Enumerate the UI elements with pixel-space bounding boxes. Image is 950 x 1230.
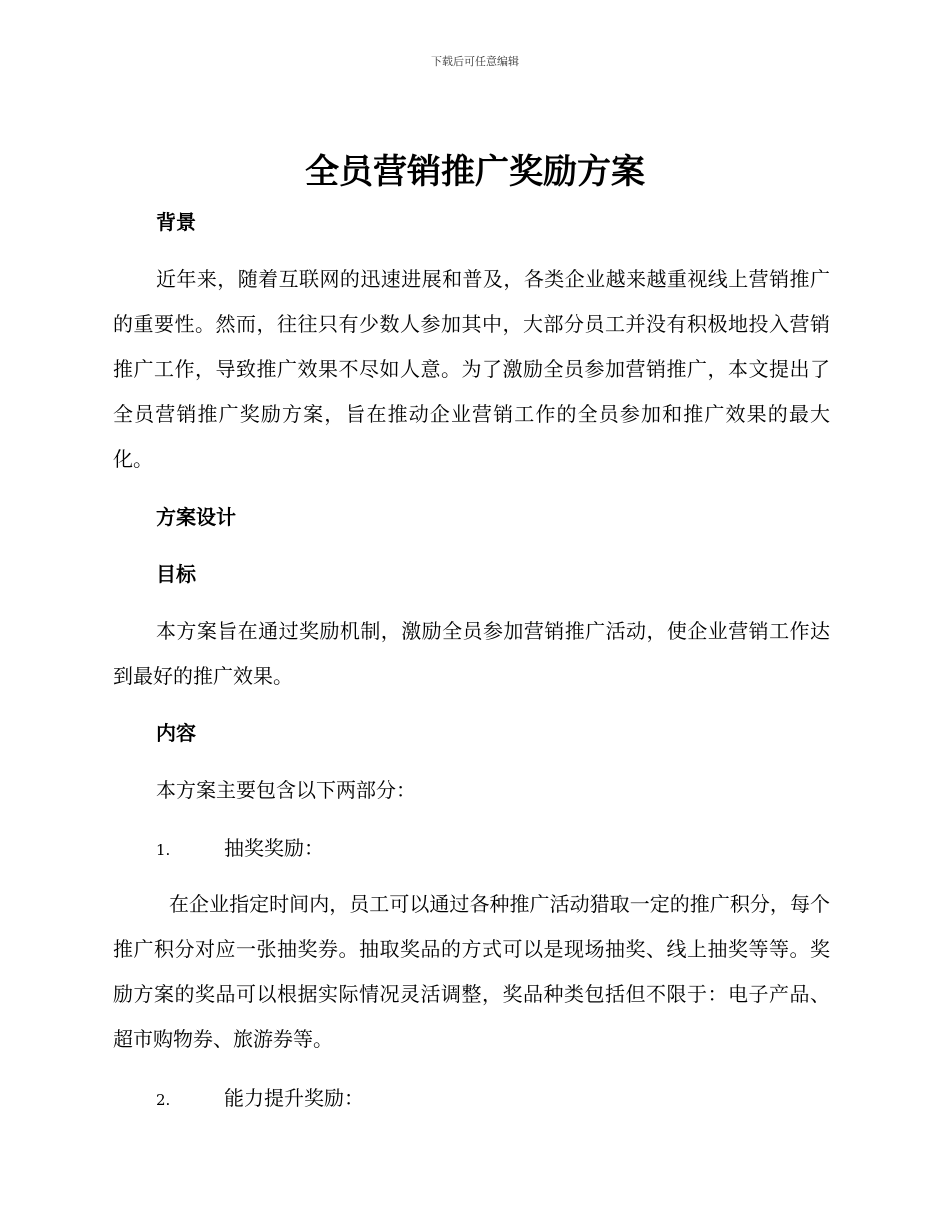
list-number-1: 1. (156, 841, 171, 859)
document-title: 全员营销推广奖励方案 (305, 152, 645, 192)
heading-background: 背景 (156, 210, 196, 234)
list-item-1 (156, 834, 324, 864)
list-label-ability: 能力提升奖励： (224, 1086, 364, 1110)
paragraph-content-intro: 本方案主要包含以下两部分： (156, 778, 416, 802)
list-label-lottery: 抽奖奖励： (224, 836, 324, 860)
paragraph-lottery: 在企业指定时间内，员工可以通过各种推广活动猎取一定的推广积分，每个推广积分对应一张抽奖券。抽取奖品的方式可以是现场抽奖、线上抽奖等等。奖励方案的奖品可以根据实际情况灵活调整，奖品种类包括但不限于：电子产品、超市购物券、旅游券等。 (113, 892, 830, 1051)
paragraph-goal: 本方案旨在通过奖励机制，激励全员参加营销推广活动，使企业营销工作达到最好的推广效果。 (113, 619, 830, 688)
heading-design: 方案设计 (156, 505, 236, 529)
list-item-2 (156, 1084, 364, 1114)
header-note: 下载后可任意编辑 (431, 55, 519, 68)
heading-content: 内容 (156, 721, 196, 745)
list-number-2: 2. (156, 1091, 171, 1109)
heading-goal: 目标 (156, 562, 196, 586)
paragraph-background: 近年来，随着互联网的迅速进展和普及，各类企业越来越重视线上营销推广的重要性。然而，往往只有少数人参加其中，大部分员工并没有积极地投入营销推广工作，导致推广效果不尽如人意。为了激励全员参加营销推广，本文提出了全员营销推广奖励方案，旨在推动企业营销工作的全员参加和推广效果的最大化。 (113, 267, 830, 471)
